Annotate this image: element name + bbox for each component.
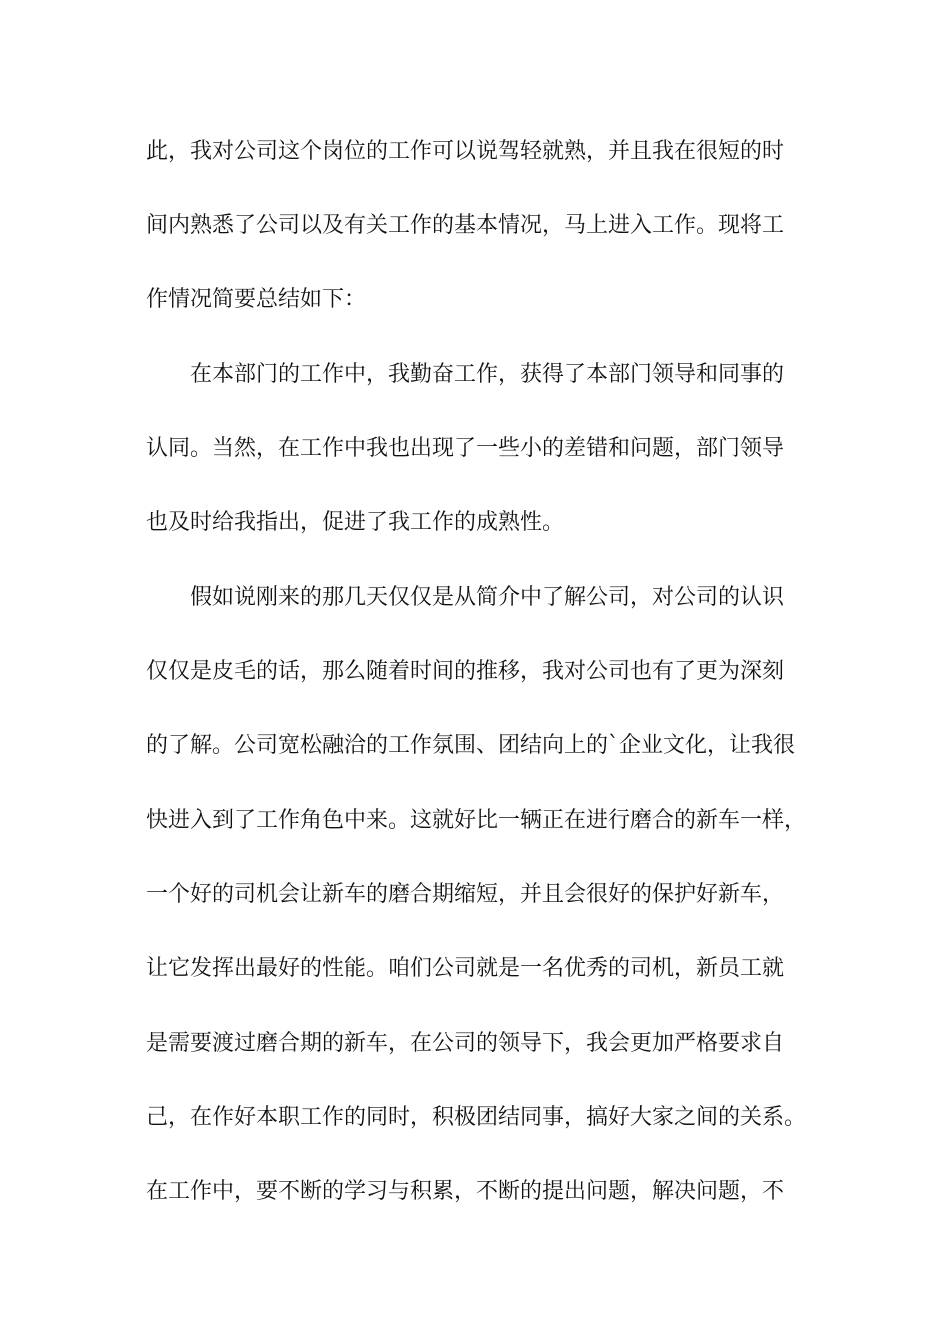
text-line: 作情况简要总结如下： (146, 287, 367, 312)
paragraph-first-line: 在本部门的工作中，我勤奋工作，获得了本部门领导和同事的 (190, 362, 785, 387)
text-line: 一个好的司机会让新车的磨合期缩短，并且会很好的保护好新车， (146, 882, 785, 907)
text-line: 己，在作好本职工作的同时，积极团结同事，搞好大家之间的关系。 (146, 1105, 807, 1130)
text-line: 此，我对公司这个岗位的工作可以说驾轻就熟，并且我在很短的时 (146, 139, 785, 164)
text-line: 让它发挥出最好的性能。咱们公司就是一名优秀的司机，新员工就 (146, 956, 785, 981)
paragraph-first-line: 假如说刚来的那几天仅仅是从简介中了解公司，对公司的认识 (190, 585, 785, 610)
text-line: 是需要渡过磨合期的新车，在公司的领导下，我会更加严格要求自 (146, 1031, 785, 1056)
text-line: 在工作中，要不断的学习与积累，不断的提出问题，解决问题，不 (146, 1179, 785, 1204)
text-line: 间内熟悉了公司以及有关工作的基本情况，马上进入工作。现将工 (146, 213, 785, 238)
text-line: 的了解。公司宽松融洽的工作氛围、团结向上的`企业文化，让我很 (146, 733, 796, 758)
text-line: 快进入到了工作角色中来。这就好比一辆正在进行磨合的新车一样， (146, 808, 807, 833)
text-line: 也及时给我指出，促进了我工作的成熟性。 (146, 510, 565, 535)
text-line: 仅仅是皮毛的话，那么随着时间的推移，我对公司也有了更为深刻 (146, 659, 785, 684)
text-line: 认同。当然，在工作中我也出现了一些小的差错和问题，部门领导 (146, 436, 785, 461)
